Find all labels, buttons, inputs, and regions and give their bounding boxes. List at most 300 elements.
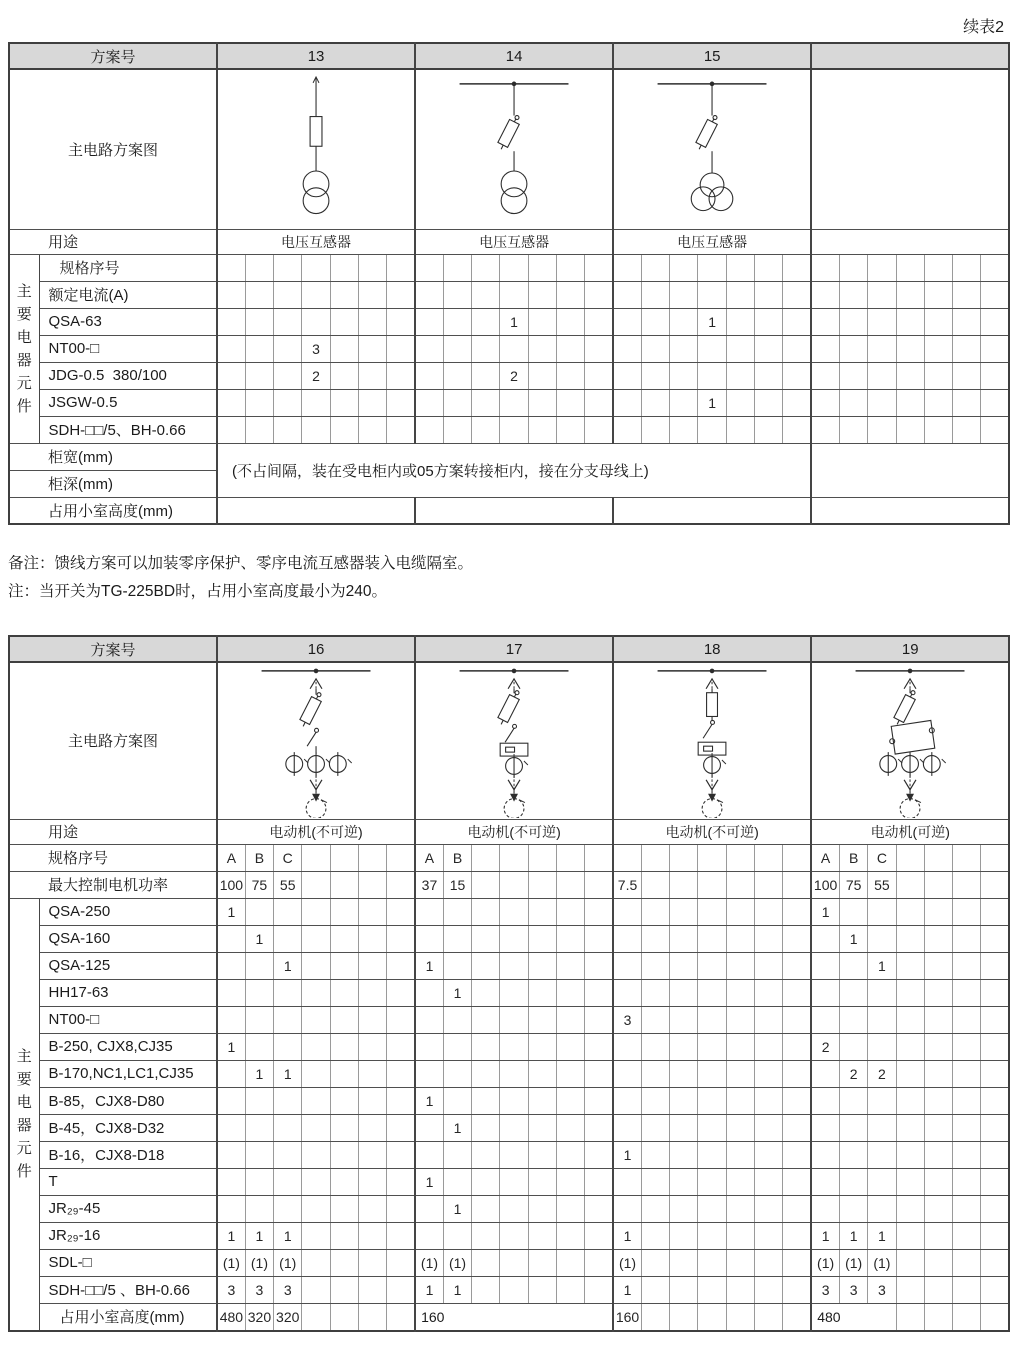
- data-cell: [839, 979, 867, 1006]
- data-cell: [783, 1141, 811, 1168]
- data-cell: [896, 952, 924, 979]
- data-cell: [302, 1006, 330, 1033]
- data-cell: [500, 1249, 528, 1276]
- data-cell: [500, 1033, 528, 1060]
- row-label: SDH-□□/5、BH-0.66: [39, 416, 217, 443]
- data-cell: 2: [839, 1060, 867, 1087]
- data-cell: [472, 1033, 500, 1060]
- data-cell: [443, 335, 471, 362]
- data-cell: [896, 254, 924, 281]
- data-cell: [641, 1195, 669, 1222]
- data-cell: [896, 1060, 924, 1087]
- data-cell: [698, 254, 726, 281]
- height-cell: [415, 497, 613, 524]
- data-cell: [953, 362, 981, 389]
- row-label: SDH-□□/5 、BH-0.66: [39, 1276, 217, 1303]
- row-label: 柜深(mm): [9, 470, 217, 497]
- data-cell: [981, 844, 1009, 871]
- data-cell: [953, 389, 981, 416]
- data-cell: [868, 335, 896, 362]
- data-cell: [896, 1006, 924, 1033]
- data-cell: 1: [500, 308, 528, 335]
- data-cell: [698, 844, 726, 871]
- data-cell: [443, 1168, 471, 1195]
- data-cell: [443, 416, 471, 443]
- data-cell: [726, 844, 754, 871]
- data-cell: [755, 1060, 783, 1087]
- data-cell: [839, 389, 867, 416]
- data-cell: 2: [302, 362, 330, 389]
- fuse-vt2-icon: [217, 69, 415, 229]
- data-cell: [302, 871, 330, 898]
- data-cell: [528, 898, 556, 925]
- data-cell: [953, 1222, 981, 1249]
- data-cell: [981, 979, 1009, 1006]
- data-cell: [896, 871, 924, 898]
- data-cell: [726, 1033, 754, 1060]
- data-cell: [245, 335, 273, 362]
- data-cell: A: [217, 844, 245, 871]
- data-cell: [443, 898, 471, 925]
- data-cell: [755, 1168, 783, 1195]
- data-cell: [245, 1033, 273, 1060]
- data-cell: C: [868, 844, 896, 871]
- row-label: QSA-63: [39, 308, 217, 335]
- data-cell: [726, 1114, 754, 1141]
- usage-value: 电动机(可逆): [811, 819, 1009, 844]
- data-cell: [415, 389, 443, 416]
- data-cell: [472, 362, 500, 389]
- data-cell: [981, 1276, 1009, 1303]
- scheme-number: 18: [613, 636, 811, 662]
- data-cell: [387, 925, 415, 952]
- data-cell: [274, 1114, 302, 1141]
- data-cell: [443, 1006, 471, 1033]
- data-cell: [302, 1168, 330, 1195]
- side-label: 主 要 电 器 元 件: [9, 254, 39, 443]
- data-cell: [472, 1087, 500, 1114]
- data-cell: [924, 1060, 952, 1087]
- data-cell: (1): [274, 1249, 302, 1276]
- remark-line: 备注：馈线方案可以加装零序保护、零序电流互感器装入电缆隔室。: [8, 555, 474, 572]
- data-cell: [755, 1222, 783, 1249]
- data-cell: [613, 1114, 641, 1141]
- data-cell: 2: [500, 362, 528, 389]
- row-label: JSGW-0.5: [39, 389, 217, 416]
- data-cell: [670, 1168, 698, 1195]
- data-cell: [245, 1006, 273, 1033]
- data-cell: [415, 362, 443, 389]
- data-cell: [868, 925, 896, 952]
- row-label: 占用小室高度(mm): [39, 1303, 217, 1331]
- data-cell: [500, 925, 528, 952]
- data-cell: [585, 254, 613, 281]
- data-cell: [924, 1141, 952, 1168]
- data-cell: [953, 308, 981, 335]
- data-cell: [358, 925, 386, 952]
- data-cell: [896, 1195, 924, 1222]
- data-cell: [472, 1006, 500, 1033]
- data-cell: [924, 1222, 952, 1249]
- data-cell: [443, 925, 471, 952]
- data-cell: [415, 1006, 443, 1033]
- height-cell: 160: [613, 1303, 641, 1331]
- data-cell: [839, 1006, 867, 1033]
- data-cell: [500, 1222, 528, 1249]
- component-row: [9, 1222, 1009, 1249]
- data-cell: [698, 1141, 726, 1168]
- data-cell: [924, 1249, 952, 1276]
- data-cell: [585, 1222, 613, 1249]
- data-cell: [670, 416, 698, 443]
- data-cell: [472, 979, 500, 1006]
- data-cell: [274, 898, 302, 925]
- data-cell: [783, 844, 811, 871]
- data-cell: [755, 979, 783, 1006]
- data-cell: [755, 335, 783, 362]
- data-cell: [783, 362, 811, 389]
- data-cell: 1: [274, 1060, 302, 1087]
- data-cell: [415, 335, 443, 362]
- compartment-height-row: [9, 497, 1009, 524]
- scheme-header-row: [9, 43, 1009, 69]
- data-cell: [358, 1195, 386, 1222]
- data-cell: [330, 389, 358, 416]
- data-cell: [641, 1060, 669, 1087]
- data-cell: [811, 335, 839, 362]
- component-row: [9, 1087, 1009, 1114]
- data-cell: [556, 898, 584, 925]
- data-cell: [415, 254, 443, 281]
- data-cell: [556, 362, 584, 389]
- data-cell: [245, 1168, 273, 1195]
- data-cell: [585, 952, 613, 979]
- installation-note-cell: (不占间隔，装在受电柜内或05方案转接柜内，接在分支母线上): [217, 443, 811, 497]
- side-label: 主 要 电 器 元 件: [9, 898, 39, 1331]
- data-cell: 1: [443, 1195, 471, 1222]
- scheme-header-row: [9, 636, 1009, 662]
- height-cell: 320: [274, 1303, 302, 1331]
- data-cell: [641, 844, 669, 871]
- data-cell: 1: [613, 1222, 641, 1249]
- data-cell: [500, 952, 528, 979]
- data-cell: [387, 281, 415, 308]
- data-cell: [896, 1033, 924, 1060]
- data-cell: [443, 1033, 471, 1060]
- data-cell: 1: [217, 898, 245, 925]
- data-cell: 1: [245, 1060, 273, 1087]
- data-cell: [387, 1141, 415, 1168]
- row-label: B-16，CJX8-D18: [39, 1141, 217, 1168]
- data-cell: (1): [839, 1249, 867, 1276]
- data-cell: [443, 1222, 471, 1249]
- data-cell: [981, 362, 1009, 389]
- data-cell: [613, 898, 641, 925]
- data-cell: [726, 335, 754, 362]
- data-cell: (1): [415, 1249, 443, 1276]
- data-cell: [868, 308, 896, 335]
- data-cell: [217, 416, 245, 443]
- data-cell: [302, 1249, 330, 1276]
- data-cell: [472, 898, 500, 925]
- data-cell: [613, 362, 641, 389]
- data-cell: [443, 1141, 471, 1168]
- data-cell: 1: [698, 389, 726, 416]
- data-cell: 1: [613, 1276, 641, 1303]
- height-cell: [783, 1303, 811, 1331]
- data-cell: [387, 335, 415, 362]
- height-cell: [330, 1303, 358, 1331]
- motor-scheme-table: [8, 635, 1010, 1332]
- compartment-height-row: [9, 1303, 1009, 1331]
- data-cell: [274, 925, 302, 952]
- data-cell: [330, 871, 358, 898]
- data-cell: [274, 1141, 302, 1168]
- data-cell: [528, 416, 556, 443]
- data-cell: [868, 1141, 896, 1168]
- data-cell: [839, 952, 867, 979]
- data-cell: [924, 254, 952, 281]
- data-cell: 37: [415, 871, 443, 898]
- height-cell: 480: [217, 1303, 245, 1331]
- continued-table-label: 续表2: [963, 19, 1004, 36]
- data-cell: [330, 254, 358, 281]
- data-cell: [472, 1222, 500, 1249]
- height-cell: [924, 1303, 952, 1331]
- data-cell: [839, 254, 867, 281]
- data-cell: [528, 308, 556, 335]
- data-cell: [500, 1087, 528, 1114]
- data-cell: [783, 281, 811, 308]
- data-cell: 1: [245, 925, 273, 952]
- data-cell: [953, 1141, 981, 1168]
- data-cell: [981, 389, 1009, 416]
- data-cell: [924, 1006, 952, 1033]
- data-cell: [613, 952, 641, 979]
- data-cell: [556, 1222, 584, 1249]
- data-cell: [613, 389, 641, 416]
- data-cell: [585, 1033, 613, 1060]
- data-cell: [302, 1195, 330, 1222]
- data-cell: [556, 844, 584, 871]
- data-cell: B: [839, 844, 867, 871]
- data-cell: [924, 281, 952, 308]
- data-cell: 3: [811, 1276, 839, 1303]
- data-cell: [528, 335, 556, 362]
- data-cell: [443, 1087, 471, 1114]
- data-cell: [472, 1060, 500, 1087]
- data-cell: [500, 1276, 528, 1303]
- data-cell: [726, 1087, 754, 1114]
- data-cell: 75: [839, 871, 867, 898]
- data-cell: [981, 1168, 1009, 1195]
- data-cell: [217, 1006, 245, 1033]
- component-row: [9, 335, 1009, 362]
- row-label: SDL-□: [39, 1249, 217, 1276]
- data-cell: [302, 1060, 330, 1087]
- data-cell: [330, 1249, 358, 1276]
- data-cell: [839, 362, 867, 389]
- height-cell: 320: [245, 1303, 273, 1331]
- height-cell: [726, 1303, 754, 1331]
- data-cell: [670, 1141, 698, 1168]
- data-cell: (1): [245, 1249, 273, 1276]
- data-cell: [302, 952, 330, 979]
- data-cell: [896, 925, 924, 952]
- data-cell: [698, 362, 726, 389]
- data-cell: [896, 416, 924, 443]
- data-cell: [472, 308, 500, 335]
- data-cell: [613, 416, 641, 443]
- data-cell: [783, 871, 811, 898]
- data-cell: [528, 389, 556, 416]
- data-cell: 1: [217, 1222, 245, 1249]
- data-cell: [726, 1168, 754, 1195]
- data-cell: [839, 335, 867, 362]
- data-cell: [500, 1195, 528, 1222]
- data-cell: [415, 308, 443, 335]
- data-cell: [726, 898, 754, 925]
- data-cell: 100: [217, 871, 245, 898]
- data-cell: [245, 416, 273, 443]
- data-cell: [472, 281, 500, 308]
- usage-value: 电动机(不可逆): [415, 819, 613, 844]
- data-cell: [698, 1114, 726, 1141]
- data-cell: [302, 979, 330, 1006]
- component-row: [9, 898, 1009, 925]
- data-cell: [924, 362, 952, 389]
- data-cell: 2: [868, 1060, 896, 1087]
- data-cell: [330, 335, 358, 362]
- data-cell: [783, 925, 811, 952]
- data-cell: [755, 871, 783, 898]
- component-row: [9, 1033, 1009, 1060]
- data-cell: [302, 1087, 330, 1114]
- data-cell: [755, 925, 783, 952]
- data-cell: [245, 952, 273, 979]
- data-cell: [472, 335, 500, 362]
- data-cell: [613, 1087, 641, 1114]
- data-cell: [896, 1114, 924, 1141]
- data-cell: [472, 389, 500, 416]
- data-cell: [953, 1276, 981, 1303]
- data-cell: [585, 1087, 613, 1114]
- data-cell: 1: [443, 979, 471, 1006]
- data-cell: [670, 844, 698, 871]
- data-cell: [415, 1114, 443, 1141]
- data-cell: [896, 844, 924, 871]
- data-cell: [274, 254, 302, 281]
- data-cell: [415, 898, 443, 925]
- data-cell: 1: [868, 952, 896, 979]
- data-cell: [924, 1195, 952, 1222]
- data-cell: [726, 1195, 754, 1222]
- data-cell: [358, 335, 386, 362]
- data-cell: [330, 1276, 358, 1303]
- data-cell: [613, 1168, 641, 1195]
- data-cell: [670, 308, 698, 335]
- data-cell: [556, 925, 584, 952]
- height-cell: [613, 497, 811, 524]
- height-cell: [217, 497, 415, 524]
- data-cell: [330, 844, 358, 871]
- data-cell: [472, 254, 500, 281]
- usage-label: 用途: [9, 819, 217, 844]
- data-cell: [641, 389, 669, 416]
- data-cell: [755, 898, 783, 925]
- data-cell: [274, 335, 302, 362]
- data-cell: [528, 1276, 556, 1303]
- data-cell: [726, 979, 754, 1006]
- data-cell: [217, 362, 245, 389]
- data-cell: [217, 281, 245, 308]
- data-cell: 2: [811, 1033, 839, 1060]
- data-cell: [755, 416, 783, 443]
- data-cell: [981, 871, 1009, 898]
- height-cell: [811, 497, 1009, 524]
- data-cell: [670, 389, 698, 416]
- data-cell: [755, 844, 783, 871]
- data-cell: [726, 952, 754, 979]
- data-cell: [358, 1006, 386, 1033]
- data-cell: [698, 281, 726, 308]
- data-cell: [330, 1087, 358, 1114]
- diagram-row-label: 主电路方案图: [9, 69, 217, 229]
- data-cell: [387, 308, 415, 335]
- data-cell: [698, 1195, 726, 1222]
- component-row: [9, 254, 1009, 281]
- data-cell: [924, 1033, 952, 1060]
- row-label: NT00-□: [39, 1006, 217, 1033]
- usage-row: [9, 229, 1009, 254]
- data-cell: [556, 952, 584, 979]
- data-cell: (1): [868, 1249, 896, 1276]
- data-cell: [500, 1006, 528, 1033]
- data-cell: [726, 1060, 754, 1087]
- data-cell: [924, 952, 952, 979]
- row-label: 额定电流(A): [39, 281, 217, 308]
- data-cell: [330, 308, 358, 335]
- data-cell: [868, 1087, 896, 1114]
- data-cell: 1: [868, 1222, 896, 1249]
- data-cell: [472, 952, 500, 979]
- data-cell: [302, 254, 330, 281]
- data-cell: 7.5: [613, 871, 641, 898]
- page: [0, 14, 1015, 1362]
- data-cell: [755, 1249, 783, 1276]
- data-cell: [585, 389, 613, 416]
- data-cell: [953, 416, 981, 443]
- height-cell: [302, 1303, 330, 1331]
- data-cell: C: [274, 844, 302, 871]
- data-cell: [613, 308, 641, 335]
- data-cell: [245, 1087, 273, 1114]
- data-cell: [811, 1114, 839, 1141]
- data-cell: [556, 1114, 584, 1141]
- data-cell: [528, 1222, 556, 1249]
- data-cell: A: [811, 844, 839, 871]
- data-cell: [868, 898, 896, 925]
- row-label: QSA-125: [39, 952, 217, 979]
- data-cell: [726, 925, 754, 952]
- row-label: B-85，CJX8-D80: [39, 1087, 217, 1114]
- component-row: [9, 1276, 1009, 1303]
- data-cell: [302, 844, 330, 871]
- data-cell: [500, 335, 528, 362]
- scheme-no-header: 方案号: [9, 636, 217, 662]
- data-cell: [500, 844, 528, 871]
- data-cell: [387, 389, 415, 416]
